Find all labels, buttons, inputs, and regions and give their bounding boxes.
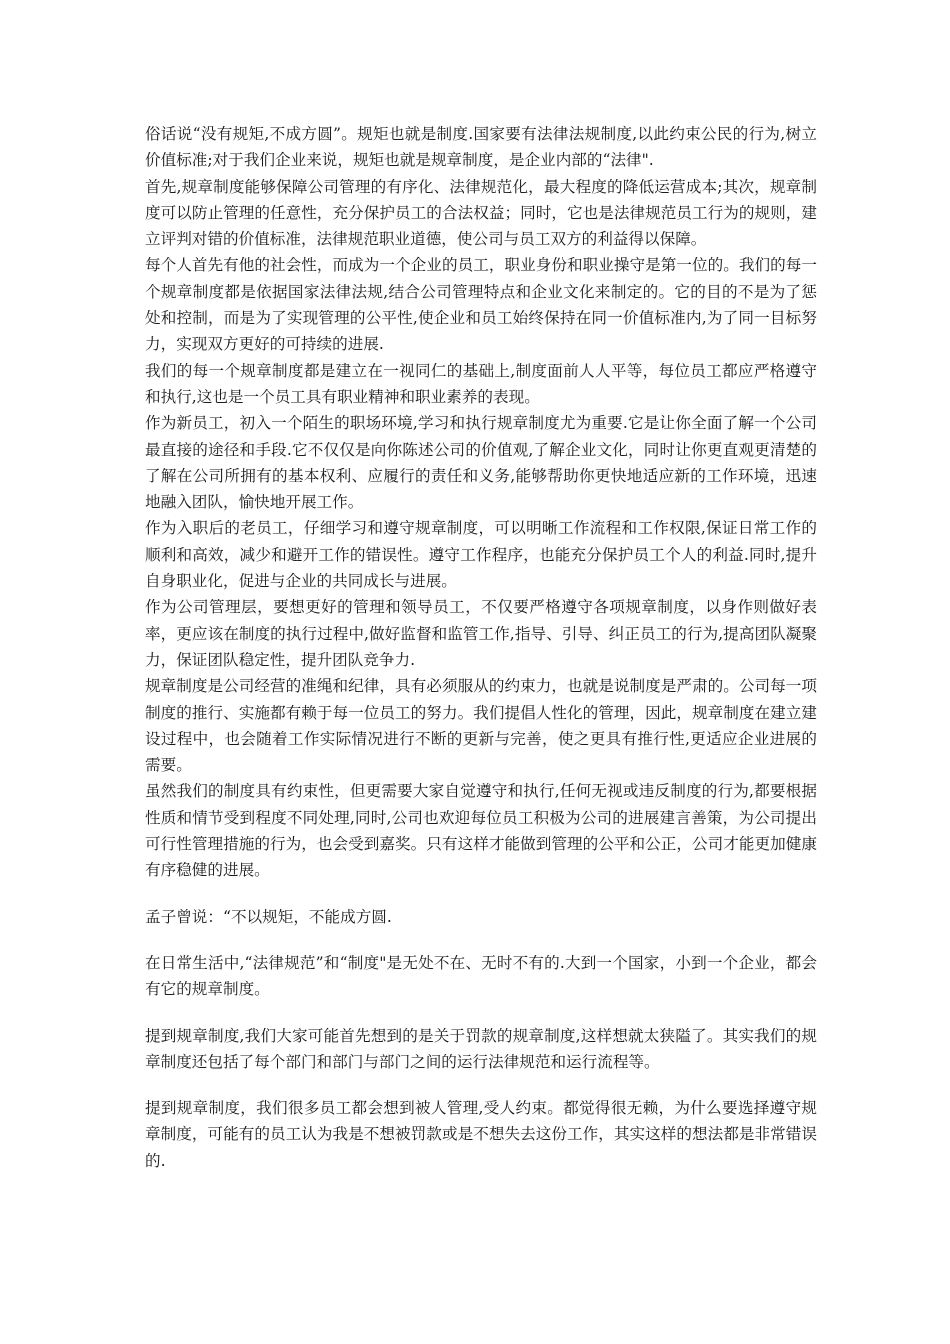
paragraph-mencius: 孟子曾说：“不以规矩，不能成方圆. [145,907,392,926]
paragraph-social-nature: 每个人首先有他的社会性，而成为一个企业的员工，职业身份和职业操守是第一位的。我们的每一个规章制度都是依据国家法律法规,结合公司管理特点和企业文化来制定的。它的目的不是为了惩处和控制，而是为了实现管理的公平性,使企业和员工始终保持在同一价值标准内,为了同一目标努力，实现双方更好的可持续的进展. [145,256,817,354]
paragraph-gap [145,1003,817,1023]
document-page [145,121,817,1174]
paragraph-first-secondly: 首先,规章制度能够保障公司管理的有序化、法律规范化，最大程度的降低运营成本;其次，规章制度可以防止管理的任意性，充分保护员工的合法权益；同时，它也是法律规范员工行为的规则，建立评判对错的价值标准，法律规范职业道德，使公司与员工双方的利益得以保障。 [145,177,817,249]
paragraph-proverb: 俗话说“没有规矩,不成方圆”。规矩也就是制度.国家要有法律法规制度,以此约束公民的行为,树立价值标准;对于我们企业来说，规矩也就是规章制度，是企业内部的“法律". [145,125,817,170]
paragraph-constraint: 虽然我们的制度具有约束性，但更需要大家自觉遵守和执行,任何无视或违反制度的行为,都要根据性质和情节受到程度不同处理,同时,公司也欢迎每位员工积极为公司的进展建言善策，为公司提出可行性管理措施的行为，也会受到嘉奖。只有这样才能做到管理的公平和公正，公司才能更加健康有序稳健的进展。 [145,782,817,880]
paragraph-fines: 提到规章制度,我们大家可能首先想到的是关于罚款的规章制度,这样想就太狭隘了。其实我们的规章制度还包括了每个部门和部门与部门之间的运行法律规范和运行流程等。 [145,1026,817,1071]
paragraph-gap [145,1075,817,1095]
paragraph-management: 作为公司管理层，要想更好的管理和领导员工，不仅要严格遵守各项规章制度，以身作则做好表率，更应该在制度的执行过程中,做好监督和监管工作,指导、引导、纠正员工的行为,提高团队凝聚力，保证团队稳定性，提升团队竞争力. [145,598,817,669]
paragraph-gap [145,930,817,950]
paragraph-gap [145,884,817,904]
paragraph-discipline: 规章制度是公司经营的准绳和纪律，具有必须服从的约束力，也就是说制度是严肃的。公司每一项制度的推行、实施都有赖于每一位员工的努力。我们提倡人性化的管理，因此，规章制度在建立建设过程中，也会随着工作实际情况进行不断的更新与完善，使之更具有推行性,更适应企业进展的需要。 [145,677,817,775]
paragraph-senior-employee: 作为入职后的老员工，仔细学习和遵守规章制度，可以明晰工作流程和工作权限,保证日常工作的顺利和高效，减少和避开工作的错误性。遵守工作程序，也能充分保护员工个人的利益.同时,提升自身职业化，促进与企业的共同成长与进展。 [145,519,817,591]
paragraph-being-managed: 提到规章制度，我们很多员工都会想到被人管理,受人约束。都觉得很无赖，为什么要选择遵守规章制度，可能有的员工认为我是不想被罚款或是不想失去这份工作，其实这样的想法都是非常错误的. [145,1099,817,1170]
paragraph-new-employee: 作为新员工，初入一个陌生的职场环境,学习和执行规章制度尤为重要.它是让你全面了解一个公司最直接的途径和手段.它不仅仅是向你陈述公司的价值观,了解企业文化，同时让你更直观更清楚的了解在公司所拥有的基本权利、应履行的责任和义务,能够帮助你更快地适应新的工作环境，迅速地融入团队，愉快地开展工作。 [145,414,817,512]
paragraph-daily-life: 在日常生活中,“法律规范”和“制度"是无处不在、无时不有的.大到一个国家，小到一个企业，都会有它的规章制度。 [145,953,817,999]
paragraph-equality: 我们的每一个规章制度都是建立在一视同仁的基础上,制度面前人人平等，每位员工都应严格遵守和执行,这也是一个员工具有职业精神和职业素养的表现。 [145,361,817,406]
